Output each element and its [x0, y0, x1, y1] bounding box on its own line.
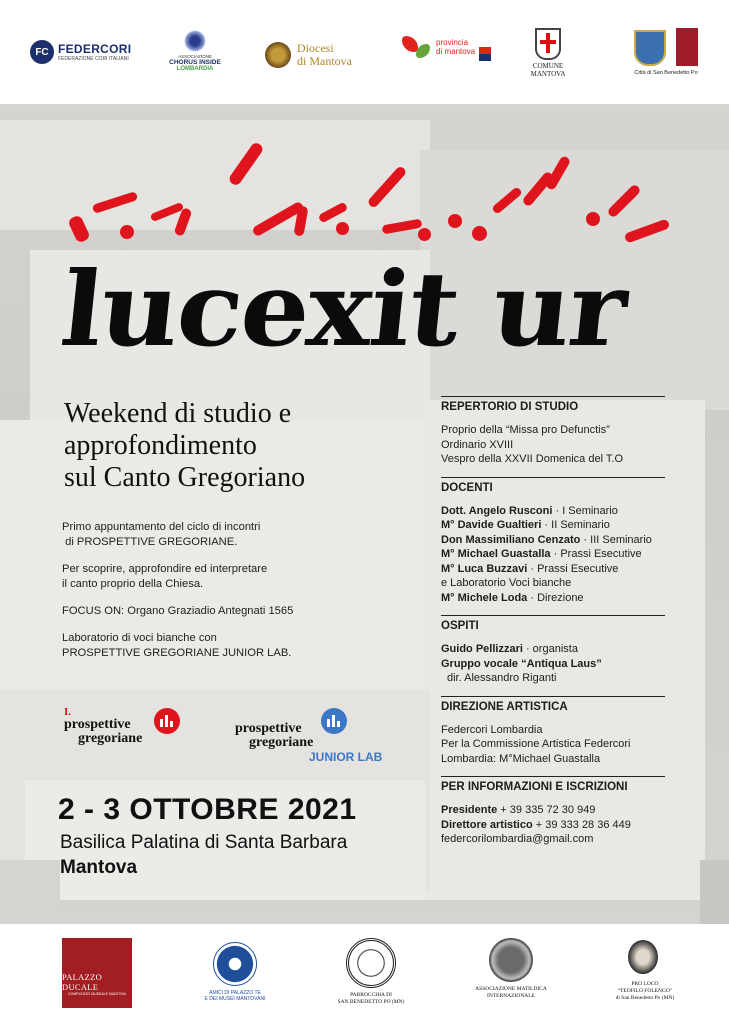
- provincia-line2: di mantova: [436, 47, 476, 56]
- ospiti-heading: OSPITI: [441, 620, 479, 632]
- section-divider: [441, 477, 665, 478]
- brand-line: gregoriane: [249, 735, 314, 750]
- parrocchia-line2: SAN BENEDETTO PO (MN): [337, 999, 405, 1005]
- contact-phone[interactable]: + 39 335 72 30 949: [497, 804, 596, 816]
- docente-name: M° Michael Guastalla: [441, 548, 551, 560]
- info-column: [441, 396, 665, 857]
- matildica-line2: INTERNAZIONALE: [487, 993, 535, 999]
- comune-crest-icon: [535, 28, 561, 60]
- amici-line1: AMICI DI PALAZZO TE: [209, 990, 261, 996]
- amici-palazzo-te-logo: [200, 942, 270, 1002]
- intro-line: FOCUS ON: Organo Graziadio Antegnati 1565: [62, 605, 294, 617]
- contact-phone[interactable]: + 39 333 28 36 449: [532, 818, 631, 831]
- paper-patch: [700, 860, 729, 930]
- organ-pipes-icon: [321, 708, 347, 734]
- amici-line2: E DEI MUSEI MANTOVANI: [204, 996, 266, 1002]
- ospite-director: dir. Alessandro Riganti: [447, 672, 557, 684]
- direzione-line: Federcori Lombardia: [441, 723, 543, 736]
- proloco-line3: di San Benedetto Po (MN): [615, 995, 675, 1001]
- diocesi-seal-icon: [265, 42, 291, 68]
- ospite-item: [441, 657, 665, 672]
- contact-item: [441, 803, 665, 818]
- intro-line: Laboratorio di voci bianche con: [62, 632, 217, 644]
- subtitle-line: sul Canto Gregoriano: [64, 462, 306, 493]
- brand-line: prospettive: [64, 717, 131, 732]
- brand-line: gregoriane: [78, 731, 143, 746]
- chorus-inside-region: LOMBARDIA: [176, 66, 214, 72]
- docente-role: · Prassi Esecutive: [550, 548, 642, 560]
- junior-lab-label: JUNIOR LAB: [309, 750, 383, 764]
- parrocchia-logo: [328, 938, 414, 1006]
- intro-paragraph: [62, 520, 402, 550]
- brand-line: prospettive: [235, 721, 302, 736]
- ospiti-body: [441, 642, 665, 696]
- san-benedetto-name: Città di San Benedetto Po: [634, 70, 698, 76]
- proloco-line1: PRO LOCO: [631, 981, 659, 987]
- diocesi-logo: [265, 42, 352, 68]
- docente-name: Dott. Angelo Rusconi: [441, 504, 553, 517]
- calligraphic-title: lucexit ur: [55, 250, 631, 370]
- docente-item: [441, 504, 665, 519]
- docente-item: [441, 576, 665, 591]
- ospite-name: Guido Pellizzari: [441, 643, 523, 655]
- contact-item: [441, 818, 665, 833]
- provincia-crest-icon: [479, 47, 491, 61]
- intro-line: Per scoprire, approfondire ed interpretare: [62, 563, 268, 575]
- informazioni-body: [441, 803, 665, 857]
- section-divider: [441, 615, 665, 616]
- contact-email[interactable]: federcorilombardia@gmail.com: [441, 833, 594, 845]
- organ-pipes-icon: [154, 708, 180, 734]
- ospite-name: Gruppo vocale “Antiqua Laus”: [441, 657, 602, 670]
- chorus-inside-small: ASSOCIAZIONE: [178, 54, 212, 59]
- section-divider: [441, 396, 665, 397]
- san-benedetto-logo: [628, 28, 704, 76]
- pro-loco-portrait-icon: [624, 934, 666, 978]
- intro-paragraph: [62, 562, 402, 592]
- intro-paragraph: [62, 604, 402, 619]
- section-divider: [441, 696, 665, 697]
- san-benedetto-tower-icon: [676, 28, 698, 66]
- neume-mark: [448, 214, 462, 228]
- brand-number: I.: [64, 706, 72, 718]
- event-venue: Basilica Palatina di Santa Barbara: [60, 832, 348, 853]
- docente-name: Don Massimiliano Cenzato: [441, 533, 581, 546]
- neume-mark: [418, 228, 431, 241]
- direzione-line: Lombardia: M°Michael Guastalla: [441, 752, 601, 765]
- federcori-subtitle: FEDERAZIONE CORI ITALIANI: [58, 56, 129, 62]
- docente-role: · Prassi Esecutive: [527, 562, 619, 575]
- intro-line: PROSPETTIVE GREGORIANE JUNIOR LAB.: [62, 647, 292, 659]
- intro-line: di PROSPETTIVE GREGORIANE.: [62, 536, 238, 548]
- subtitle-line: Weekend di studio e: [64, 398, 292, 429]
- palazzo-ducale-name: PALAZZO DUCALE: [62, 972, 103, 992]
- palazzo-ducale-sub: COMPLESSO MUSEALE MANTOVA: [68, 992, 126, 996]
- docente-role: · II Seminario: [541, 519, 610, 531]
- diocesi-line2: di Mantova: [297, 54, 352, 68]
- docente-name: M° Michele Loda: [441, 591, 528, 604]
- docente-item: [441, 533, 665, 548]
- event-date: 2 - 3 OTTOBRE 2021: [58, 793, 357, 826]
- matildica-medallion-icon: [489, 938, 533, 982]
- contact-label: Presidente: [441, 804, 498, 816]
- direzione-heading: DIREZIONE ARTISTICA: [441, 700, 568, 713]
- neume-mark: [120, 225, 134, 239]
- repertorio-line: Ordinario XVIII: [441, 438, 514, 451]
- parrocchia-seal-icon: [346, 938, 396, 988]
- chorus-inside-logo: [168, 30, 222, 72]
- docente-item: [441, 591, 665, 606]
- docente-role: · I Seminario: [552, 504, 618, 517]
- docente-item: [441, 547, 665, 562]
- direzione-line: Per la Commissione Artistica Federcori: [441, 738, 631, 750]
- intro-paragraph: [62, 631, 402, 661]
- prospettive-gregoriane-junior-logo: [235, 706, 382, 764]
- docente-item: [441, 518, 665, 533]
- parrocchia-line1: PARROCCHIA DI: [350, 992, 392, 998]
- provincia-mark-icon: [402, 30, 434, 64]
- informazioni-heading: PER INFORMAZIONI E ISCRIZIONI: [441, 781, 628, 793]
- footer-logo-bar: [0, 924, 729, 1030]
- repertorio-line: Proprio della “Missa pro Defunctis”: [441, 424, 610, 436]
- docente-role: e Laboratorio Voci bianche: [441, 577, 572, 589]
- diocesi-line1: Diocesi: [297, 41, 334, 55]
- neume-mark: [586, 212, 600, 226]
- repertorio-body: [441, 423, 665, 477]
- federcori-mark-icon: FC: [30, 40, 54, 64]
- intro-line: il canto proprio della Chiesa.: [62, 578, 204, 590]
- pro-loco-logo: [600, 934, 690, 1002]
- neume-mark: [472, 226, 487, 241]
- docente-role: · III Seminario: [580, 533, 652, 546]
- docenti-body: [441, 504, 665, 616]
- comune-line2: MANTOVA: [530, 70, 566, 78]
- header-logo-bar: [0, 0, 729, 104]
- docente-name: M° Luca Buzzavi: [441, 562, 528, 575]
- ospite-item: [441, 642, 665, 657]
- event-subtitle: [64, 398, 424, 494]
- paper-patch: [0, 120, 430, 230]
- federcori-logo: [30, 40, 131, 64]
- docente-item: [441, 562, 665, 577]
- palazzo-ducale-logo: [62, 938, 132, 1008]
- comune-logo: [526, 28, 570, 78]
- matildica-line1: ASSOCIAZIONE MATILDICA: [475, 986, 547, 992]
- provincia-logo: [402, 30, 491, 64]
- event-city: Mantova: [60, 857, 138, 878]
- direzione-body: [441, 723, 665, 777]
- intro-text: [62, 520, 402, 673]
- ospite-role: · organista: [522, 643, 578, 655]
- matildica-logo: [466, 938, 556, 1000]
- comune-line1: COMUNE: [532, 62, 564, 70]
- prospettive-gregoriane-logo: [64, 706, 142, 746]
- proloco-line2: “TEOFILO FOLENGO”: [617, 988, 673, 994]
- chorus-inside-name: CHORUS INSIDE: [169, 59, 221, 66]
- subtitle-line: approfondimento: [64, 430, 257, 461]
- federcori-name: FEDERCORI: [58, 42, 132, 56]
- repertorio-heading: REPERTORIO DI STUDIO: [441, 401, 579, 413]
- docente-name: M° Davide Gualtieri: [441, 519, 542, 531]
- docente-role: · Direzione: [527, 591, 584, 604]
- repertorio-line: Vespro della XXVII Domenica del T.O: [441, 453, 624, 465]
- section-divider: [441, 776, 665, 777]
- amici-emblem-icon: [213, 942, 257, 986]
- intro-line: Primo appuntamento del ciclo di incontri: [62, 521, 261, 533]
- neume-mark: [336, 222, 349, 235]
- docenti-heading: DOCENTI: [441, 481, 493, 494]
- provincia-line1: provincia: [436, 38, 469, 47]
- san-benedetto-crest-icon: [634, 30, 666, 66]
- chorus-inside-mark-icon: [184, 30, 206, 52]
- contact-label: Direttore artistico: [441, 818, 533, 831]
